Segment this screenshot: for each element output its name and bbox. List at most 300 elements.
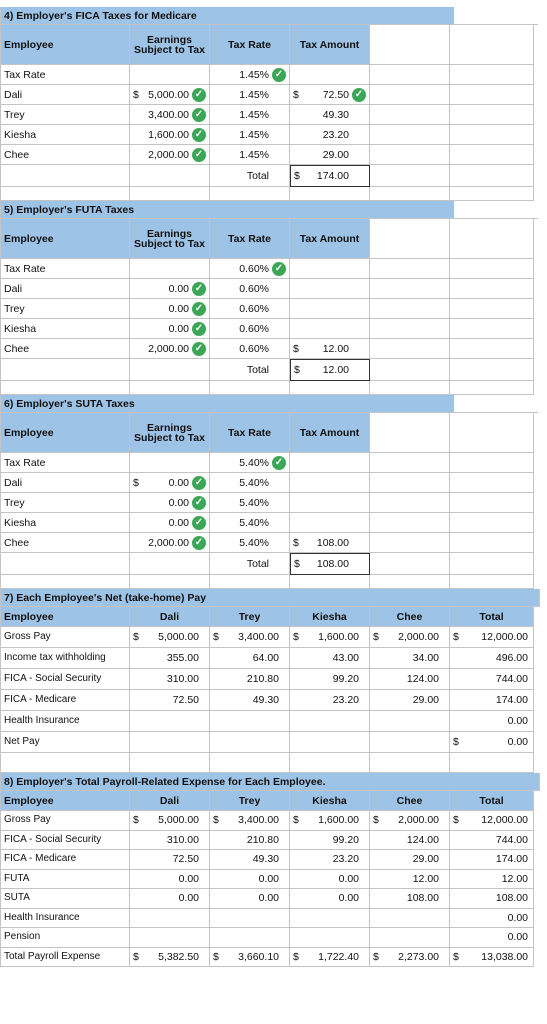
- suta-total-row: [0, 553, 540, 575]
- currency-symbol: $: [294, 170, 300, 182]
- empty-cell[interactable]: [290, 65, 370, 85]
- value-cell[interactable]: [130, 870, 210, 890]
- value-cell[interactable]: [370, 648, 450, 669]
- value-cell[interactable]: [450, 850, 534, 870]
- empty-cell[interactable]: [450, 165, 534, 187]
- value-cell[interactable]: [370, 870, 450, 890]
- empty-cell[interactable]: [450, 359, 534, 381]
- value-cell[interactable]: [370, 831, 450, 851]
- employee-name[interactable]: Dali: [0, 279, 130, 299]
- empty-cell[interactable]: [130, 453, 210, 473]
- row-label[interactable]: [0, 732, 130, 753]
- currency-symbol: $: [453, 950, 459, 963]
- employee-name[interactable]: Dali: [0, 473, 130, 493]
- earnings-input[interactable]: [130, 125, 210, 145]
- empty-cell[interactable]: [370, 319, 450, 339]
- empty-cell[interactable]: [0, 187, 130, 201]
- value-cell[interactable]: [450, 928, 534, 948]
- value-cell[interactable]: [290, 711, 370, 732]
- value-cell[interactable]: [210, 831, 290, 851]
- cell-value: 49.30: [252, 853, 279, 866]
- row-label[interactable]: [0, 669, 130, 690]
- earnings-input[interactable]: [130, 533, 210, 553]
- value-cell[interactable]: [130, 948, 210, 968]
- header-tax-amount[interactable]: Tax Amount: [290, 413, 370, 453]
- earnings-input[interactable]: [130, 319, 210, 339]
- empty-cell[interactable]: [450, 533, 534, 553]
- cell-value: 0.00: [507, 736, 528, 748]
- row-label[interactable]: [0, 690, 130, 711]
- value-cell[interactable]: [290, 889, 370, 909]
- empty-cell[interactable]: [450, 473, 534, 493]
- row-label[interactable]: [0, 909, 130, 929]
- rate-value[interactable]: [210, 513, 290, 533]
- header-earnings[interactable]: Earnings Subject to Tax: [130, 413, 210, 453]
- employee-name[interactable]: Trey: [0, 105, 130, 125]
- value-cell[interactable]: [210, 948, 290, 968]
- empty-cell[interactable]: [450, 339, 534, 359]
- cell-value: 2,000.00: [148, 536, 189, 549]
- earnings-input[interactable]: [130, 513, 210, 533]
- cell-value: 1.45%: [239, 108, 269, 121]
- cell-value: 496.00: [495, 652, 528, 664]
- value-cell[interactable]: [210, 690, 290, 711]
- value-cell[interactable]: [130, 690, 210, 711]
- rate-value[interactable]: [210, 493, 290, 513]
- value-cell[interactable]: [450, 627, 534, 648]
- value-cell[interactable]: [130, 811, 210, 831]
- cell-value: 64.00: [252, 652, 279, 664]
- employee-name[interactable]: Trey: [0, 493, 130, 513]
- empty-cell[interactable]: [450, 453, 534, 473]
- empty-cell[interactable]: [370, 279, 450, 299]
- value-cell[interactable]: [450, 732, 534, 753]
- tax-amount[interactable]: [290, 145, 370, 165]
- employee-name[interactable]: Kiesha: [0, 319, 130, 339]
- empty-cell[interactable]: [450, 145, 534, 165]
- rate-value[interactable]: [210, 473, 290, 493]
- cell-value: 2,000.00: [398, 631, 439, 643]
- empty-cell[interactable]: [370, 359, 450, 381]
- empty-cell[interactable]: [0, 165, 130, 187]
- cell-value: 5.40%: [239, 536, 269, 549]
- row-label[interactable]: [0, 870, 130, 890]
- value-cell[interactable]: [290, 928, 370, 948]
- header-kiesha[interactable]: Kiesha: [290, 791, 370, 811]
- empty-cell[interactable]: [370, 339, 450, 359]
- empty-cell[interactable]: [450, 279, 534, 299]
- value-cell[interactable]: [210, 928, 290, 948]
- value-cell[interactable]: [290, 850, 370, 870]
- empty-cell[interactable]: [450, 319, 534, 339]
- header-chee[interactable]: Chee: [370, 607, 450, 627]
- empty-cell[interactable]: [454, 395, 538, 413]
- empty-cell[interactable]: [450, 25, 534, 65]
- value-cell[interactable]: [290, 732, 370, 753]
- empty-cell[interactable]: [450, 259, 534, 279]
- value-cell[interactable]: [370, 669, 450, 690]
- employee-name[interactable]: Dali: [0, 85, 130, 105]
- value-cell[interactable]: [130, 669, 210, 690]
- empty-cell[interactable]: [370, 145, 450, 165]
- rate-value[interactable]: [210, 105, 290, 125]
- empty-cell[interactable]: [370, 187, 450, 201]
- value-cell[interactable]: [290, 648, 370, 669]
- rate-value[interactable]: [210, 339, 290, 359]
- empty-cell[interactable]: [450, 219, 534, 259]
- value-cell[interactable]: [210, 711, 290, 732]
- cell-value: 2,000.00: [398, 814, 439, 827]
- empty-cell[interactable]: [450, 381, 534, 395]
- header-tax-rate[interactable]: Tax Rate: [210, 413, 290, 453]
- value-cell[interactable]: [130, 928, 210, 948]
- empty-cell[interactable]: [370, 85, 450, 105]
- empty-cell[interactable]: [370, 533, 450, 553]
- empty-cell[interactable]: [130, 65, 210, 85]
- earnings-input[interactable]: [130, 493, 210, 513]
- empty-cell[interactable]: [370, 753, 450, 773]
- value-cell[interactable]: [370, 928, 450, 948]
- empty-cell[interactable]: [370, 413, 450, 453]
- value-cell[interactable]: [290, 811, 370, 831]
- cell-value: 744.00: [495, 673, 528, 685]
- header-tax-rate[interactable]: Tax Rate: [210, 219, 290, 259]
- employee-name[interactable]: Kiesha: [0, 125, 130, 145]
- total-expense-row: [0, 811, 540, 831]
- empty-cell[interactable]: [210, 575, 290, 589]
- header-employee[interactable]: Employee: [0, 219, 130, 259]
- earnings-input[interactable]: [130, 105, 210, 125]
- header-employee[interactable]: Employee: [0, 791, 130, 811]
- employee-name[interactable]: Chee: [0, 145, 130, 165]
- value-cell[interactable]: [290, 831, 370, 851]
- earnings-input[interactable]: [130, 339, 210, 359]
- empty-cell[interactable]: [370, 381, 450, 395]
- tax-amount[interactable]: [290, 493, 370, 513]
- header-tax-amount[interactable]: Tax Amount: [290, 219, 370, 259]
- header-employee[interactable]: Employee: [0, 607, 130, 627]
- empty-cell[interactable]: [130, 165, 210, 187]
- tax-rate-input[interactable]: [210, 453, 290, 473]
- empty-cell[interactable]: [210, 381, 290, 395]
- employee-name[interactable]: Kiesha: [0, 513, 130, 533]
- suta-section-title[interactable]: 6) Employer's SUTA Taxes: [0, 395, 454, 413]
- cell-value: 12.00: [501, 872, 528, 885]
- tax-rate-label[interactable]: Tax Rate: [0, 65, 130, 85]
- empty-cell[interactable]: [454, 7, 538, 25]
- empty-cell[interactable]: [370, 125, 450, 145]
- checkmark-icon: ✓: [272, 456, 286, 470]
- empty-cell[interactable]: [370, 493, 450, 513]
- empty-cell[interactable]: [370, 299, 450, 319]
- row-label[interactable]: [0, 889, 130, 909]
- value-cell[interactable]: [450, 909, 534, 929]
- header-dali[interactable]: Dali: [130, 791, 210, 811]
- cell-value: 12,000.00: [481, 631, 528, 643]
- currency-symbol: $: [213, 631, 219, 643]
- value-cell[interactable]: [210, 889, 290, 909]
- value-cell[interactable]: [290, 690, 370, 711]
- value-cell[interactable]: [450, 690, 534, 711]
- value-cell[interactable]: [290, 627, 370, 648]
- empty-cell[interactable]: [370, 575, 450, 589]
- value-cell[interactable]: [290, 669, 370, 690]
- value-cell[interactable]: [450, 889, 534, 909]
- header-employee[interactable]: Employee: [0, 25, 130, 65]
- row-label[interactable]: [0, 850, 130, 870]
- futa-section-title[interactable]: 5) Employer's FUTA Taxes: [0, 201, 454, 219]
- empty-cell[interactable]: [0, 381, 130, 395]
- value-cell[interactable]: [370, 948, 450, 968]
- cell-value: 2,273.00: [398, 950, 439, 963]
- rate-value[interactable]: [210, 145, 290, 165]
- value-cell[interactable]: [210, 811, 290, 831]
- empty-cell[interactable]: [130, 381, 210, 395]
- empty-cell[interactable]: [370, 513, 450, 533]
- empty-cell[interactable]: [450, 85, 534, 105]
- header-chee[interactable]: Chee: [370, 791, 450, 811]
- medicare-section-title[interactable]: 4) Employer's FICA Taxes for Medicare: [0, 7, 454, 25]
- tax-amount[interactable]: [290, 339, 370, 359]
- empty-cell[interactable]: [130, 553, 210, 575]
- value-cell[interactable]: [370, 889, 450, 909]
- empty-cell[interactable]: [130, 575, 210, 589]
- value-cell[interactable]: [370, 690, 450, 711]
- value-cell[interactable]: [450, 669, 534, 690]
- value-cell[interactable]: [130, 831, 210, 851]
- value-cell[interactable]: [450, 648, 534, 669]
- cell-value: 0.00: [168, 496, 189, 509]
- tax-rate-label[interactable]: Tax Rate: [0, 453, 130, 473]
- empty-cell[interactable]: [290, 259, 370, 279]
- value-cell[interactable]: [210, 870, 290, 890]
- header-total[interactable]: Total: [450, 607, 534, 627]
- cell-value: 3,660.10: [238, 950, 279, 963]
- row-label[interactable]: [0, 811, 130, 831]
- tax-amount[interactable]: [290, 533, 370, 553]
- checkmark-icon: ✓: [192, 282, 206, 296]
- empty-cell[interactable]: [450, 413, 534, 453]
- total-expense-section-title[interactable]: 8) Employer's Total Payroll-Related Expense for Each Employee.: [0, 773, 540, 791]
- header-earnings[interactable]: Earnings Subject to Tax: [130, 219, 210, 259]
- empty-cell[interactable]: [450, 187, 534, 201]
- netpay-section-title[interactable]: 7) Each Employee's Net (take-home) Pay: [0, 589, 540, 607]
- empty-cell[interactable]: [370, 25, 450, 65]
- empty-cell[interactable]: [450, 513, 534, 533]
- earnings-input[interactable]: [130, 145, 210, 165]
- row-label[interactable]: [0, 627, 130, 648]
- earnings-input[interactable]: [130, 473, 210, 493]
- header-total[interactable]: Total: [450, 791, 534, 811]
- value-cell[interactable]: [210, 669, 290, 690]
- total-amount[interactable]: [290, 359, 370, 381]
- total-label[interactable]: [210, 359, 290, 381]
- futa-row-trey: [0, 299, 540, 319]
- row-label[interactable]: [0, 711, 130, 732]
- tax-rate-input[interactable]: [210, 65, 290, 85]
- value-cell[interactable]: [290, 870, 370, 890]
- value-cell[interactable]: [210, 648, 290, 669]
- currency-symbol: $: [133, 631, 139, 643]
- netpay-row: [0, 669, 540, 690]
- total-label[interactable]: [210, 553, 290, 575]
- value-cell[interactable]: [130, 648, 210, 669]
- empty-cell[interactable]: [450, 553, 534, 575]
- empty-cell[interactable]: [370, 65, 450, 85]
- total-label[interactable]: [210, 165, 290, 187]
- empty-cell[interactable]: [454, 201, 538, 219]
- value-cell[interactable]: [130, 909, 210, 929]
- rate-value[interactable]: [210, 279, 290, 299]
- empty-cell[interactable]: [0, 553, 130, 575]
- tax-amount[interactable]: [290, 513, 370, 533]
- cell-value: 108.00: [406, 892, 439, 905]
- value-cell[interactable]: [450, 711, 534, 732]
- value-cell[interactable]: [210, 732, 290, 753]
- cell-value: 1.45%: [239, 128, 269, 141]
- earnings-input[interactable]: [130, 279, 210, 299]
- cell-value: 1,600.00: [318, 631, 359, 643]
- header-tax-amount[interactable]: Tax Amount: [290, 25, 370, 65]
- empty-cell[interactable]: [130, 187, 210, 201]
- value-cell[interactable]: [130, 850, 210, 870]
- value-cell[interactable]: [210, 627, 290, 648]
- value-cell[interactable]: [450, 870, 534, 890]
- value-cell[interactable]: [130, 711, 210, 732]
- cell-value: 5,000.00: [158, 814, 199, 827]
- empty-cell[interactable]: [210, 753, 290, 773]
- empty-cell[interactable]: [290, 187, 370, 201]
- empty-cell[interactable]: [450, 493, 534, 513]
- value-cell[interactable]: [370, 850, 450, 870]
- tax-rate-label[interactable]: Tax Rate: [0, 259, 130, 279]
- currency-symbol: $: [373, 631, 379, 643]
- earnings-input[interactable]: [130, 85, 210, 105]
- row-label[interactable]: [0, 928, 130, 948]
- value-cell[interactable]: [370, 627, 450, 648]
- empty-cell[interactable]: [0, 359, 130, 381]
- value-cell[interactable]: [290, 948, 370, 968]
- value-cell[interactable]: [450, 831, 534, 851]
- value-cell[interactable]: [130, 889, 210, 909]
- empty-cell[interactable]: [130, 259, 210, 279]
- value-cell[interactable]: [210, 909, 290, 929]
- header-kiesha[interactable]: Kiesha: [290, 607, 370, 627]
- cell-value: 12,000.00: [481, 814, 528, 827]
- header-tax-rate[interactable]: Tax Rate: [210, 25, 290, 65]
- checkmark-icon: ✓: [192, 516, 206, 530]
- value-cell[interactable]: [450, 948, 534, 968]
- row-label-text: Total Payroll Expense: [4, 950, 101, 962]
- cell-value: 0.00: [168, 302, 189, 315]
- value-cell[interactable]: [370, 909, 450, 929]
- tax-amount[interactable]: [290, 105, 370, 125]
- value-cell[interactable]: [130, 627, 210, 648]
- value-cell[interactable]: [130, 732, 210, 753]
- empty-cell[interactable]: [370, 165, 450, 187]
- cell-value: 0.60%: [239, 282, 269, 295]
- header-trey[interactable]: Trey: [210, 607, 290, 627]
- empty-cell[interactable]: [0, 575, 130, 589]
- row-label[interactable]: [0, 831, 130, 851]
- header-dali[interactable]: Dali: [130, 607, 210, 627]
- rate-value[interactable]: [210, 319, 290, 339]
- total-amount[interactable]: [290, 553, 370, 575]
- value-cell[interactable]: [210, 850, 290, 870]
- tax-amount[interactable]: [290, 473, 370, 493]
- tax-amount[interactable]: [290, 85, 370, 105]
- empty-cell[interactable]: [370, 219, 450, 259]
- row-label[interactable]: [0, 948, 130, 968]
- header-trey[interactable]: Trey: [210, 791, 290, 811]
- tax-amount[interactable]: [290, 279, 370, 299]
- rate-value[interactable]: [210, 299, 290, 319]
- empty-cell[interactable]: [370, 553, 450, 575]
- empty-cell[interactable]: [210, 187, 290, 201]
- empty-cell[interactable]: [370, 453, 450, 473]
- employee-name[interactable]: Chee: [0, 533, 130, 553]
- empty-cell[interactable]: [130, 753, 210, 773]
- empty-cell[interactable]: [450, 105, 534, 125]
- empty-cell[interactable]: [0, 753, 130, 773]
- cell-value: 99.20: [332, 833, 359, 846]
- empty-cell[interactable]: [450, 299, 534, 319]
- header-earnings[interactable]: Earnings Subject to Tax: [130, 25, 210, 65]
- empty-cell[interactable]: [450, 65, 534, 85]
- value-cell[interactable]: [370, 711, 450, 732]
- currency-symbol: $: [453, 631, 459, 643]
- tax-rate-input[interactable]: [210, 259, 290, 279]
- rate-value[interactable]: [210, 533, 290, 553]
- total-expense-row: [0, 850, 540, 870]
- empty-cell[interactable]: [370, 259, 450, 279]
- rate-value[interactable]: [210, 125, 290, 145]
- empty-cell[interactable]: [450, 575, 534, 589]
- empty-cell[interactable]: [130, 359, 210, 381]
- empty-cell[interactable]: [450, 753, 534, 773]
- cell-value: 0.00: [507, 931, 528, 944]
- empty-cell[interactable]: [370, 105, 450, 125]
- cell-value: Total: [246, 557, 269, 570]
- tax-amount[interactable]: [290, 125, 370, 145]
- row-label-text: SUTA: [4, 892, 30, 904]
- value-cell[interactable]: [370, 811, 450, 831]
- tax-amount[interactable]: [290, 319, 370, 339]
- value-cell[interactable]: [370, 732, 450, 753]
- tax-amount[interactable]: [290, 299, 370, 319]
- value-cell[interactable]: [290, 909, 370, 929]
- employee-name[interactable]: Chee: [0, 339, 130, 359]
- cell-value: 5,000.00: [158, 631, 199, 643]
- header-employee[interactable]: Employee: [0, 413, 130, 453]
- value-cell[interactable]: [450, 811, 534, 831]
- earnings-input[interactable]: [130, 299, 210, 319]
- total-amount[interactable]: [290, 165, 370, 187]
- cell-value: 124.00: [406, 833, 439, 846]
- empty-cell[interactable]: [290, 753, 370, 773]
- currency-symbol: $: [213, 814, 219, 827]
- empty-cell[interactable]: [290, 453, 370, 473]
- empty-cell[interactable]: [290, 575, 370, 589]
- empty-cell[interactable]: [290, 381, 370, 395]
- rate-value[interactable]: [210, 85, 290, 105]
- checkmark-icon: ✓: [192, 536, 206, 550]
- empty-cell[interactable]: [370, 473, 450, 493]
- empty-cell[interactable]: [450, 125, 534, 145]
- cell-value: 3,400.00: [148, 108, 189, 121]
- employee-name[interactable]: Trey: [0, 299, 130, 319]
- row-label[interactable]: [0, 648, 130, 669]
